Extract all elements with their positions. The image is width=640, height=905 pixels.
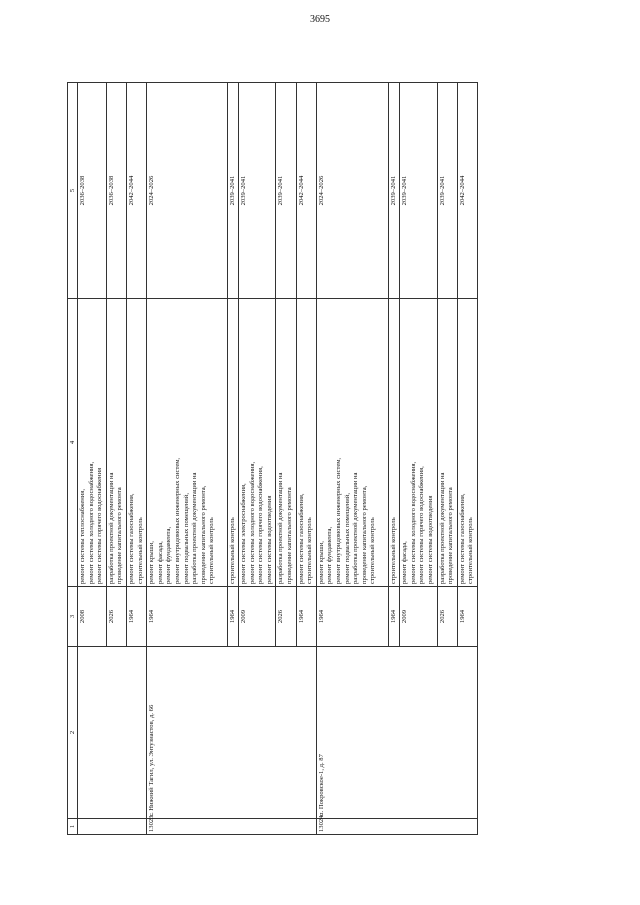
- works-cell: [400, 299, 437, 587]
- work-item: ремонт системы горячего водоснабжения,: [418, 466, 426, 584]
- header-cell: 1: [68, 819, 78, 835]
- work-item: проведение капитального ремонта,: [360, 485, 368, 584]
- works-cell: [126, 299, 146, 587]
- work-item: ремонт системы водоотведения: [426, 495, 434, 584]
- period-cell: 2039–2041: [437, 83, 457, 299]
- period-cell: 2039–2041: [227, 83, 239, 299]
- period-cell: 2039–2041: [239, 83, 276, 299]
- year-cell: 2008: [78, 587, 107, 647]
- works-cell: [316, 299, 388, 587]
- work-item: ремонт фундамента,: [326, 526, 334, 584]
- table-row: [147, 83, 227, 835]
- works-cell: [147, 299, 227, 587]
- year-cell: 1964: [296, 587, 316, 647]
- work-item: строительный контроль: [369, 517, 377, 584]
- object-number-cell: 13024.: [316, 819, 477, 835]
- work-item: строительный контроль: [136, 517, 144, 584]
- header-cell: 2: [68, 647, 78, 819]
- work-item: строительный контроль: [306, 517, 314, 584]
- work-item: ремонт фасада,: [401, 541, 409, 584]
- works-cell: [78, 299, 107, 587]
- year-cell: 1964: [147, 587, 227, 647]
- work-item: ремонт системы горячего водоснабжения: [96, 467, 104, 584]
- work-item: ремонт подвальных помещений,: [182, 493, 190, 584]
- period-cell: 2042–2044: [126, 83, 146, 299]
- work-item: ремонт подвальных помещений,: [343, 493, 351, 584]
- work-item: ремонт системы холодного водоснабжения,: [87, 461, 95, 584]
- work-item: проведение капитального ремонта: [116, 487, 124, 584]
- works-cell: [388, 299, 400, 587]
- work-item: ремонт системы электроснабжения,: [240, 483, 248, 584]
- work-item: проведение капитального ремонта: [447, 487, 455, 584]
- cell-spacer: [217, 301, 226, 584]
- work-item: ремонт фундамента,: [165, 526, 173, 584]
- work-item: ремонт крыши,: [148, 541, 156, 584]
- year-cell: 1964: [126, 587, 146, 647]
- work-item: ремонт фасада,: [156, 541, 164, 584]
- works-cell: [106, 299, 126, 587]
- work-item: ремонт системы водоотведения: [265, 495, 273, 584]
- table-row: [316, 83, 388, 835]
- work-item: строительный контроль: [228, 517, 236, 584]
- year-cell: 1964: [227, 587, 239, 647]
- work-item: ремонт внутридомовых инженерных систем,: [173, 457, 181, 584]
- work-item: проведение капитального ремонта,: [199, 485, 207, 584]
- object-number-cell: [78, 819, 147, 835]
- header-cell: 3: [68, 587, 78, 647]
- year-cell: 1964: [388, 587, 400, 647]
- period-cell: 2039–2041: [388, 83, 400, 299]
- work-item: разработка проектной документации на: [438, 472, 446, 584]
- work-item: разработка проектной документации на: [191, 472, 199, 584]
- works-cell: [296, 299, 316, 587]
- work-item: ремонт крыши,: [317, 541, 325, 584]
- header-cell: 5: [68, 83, 78, 299]
- work-item: ремонт внутридомовых инженерных систем,: [335, 457, 343, 584]
- works-cell: [457, 299, 477, 587]
- table-body: [68, 83, 478, 835]
- period-cell: 2042–2044: [457, 83, 477, 299]
- repair-schedule-table: [67, 82, 478, 835]
- period-cell: 2036–2038: [78, 83, 107, 299]
- work-item: ремонт системы теплоснабжения,: [79, 489, 86, 584]
- work-item: разработка проектной документации на: [352, 472, 360, 584]
- work-item: разработка проектной документации на: [107, 472, 115, 584]
- object-address-cell: [78, 647, 147, 819]
- year-cell: 2026: [276, 587, 296, 647]
- object-number-cell: 13023.: [147, 819, 317, 835]
- period-cell: 2042–2044: [296, 83, 316, 299]
- work-item: ремонт системы горячего водоснабжения,: [257, 466, 265, 584]
- work-item: ремонт системы газоснабжения,: [127, 493, 135, 584]
- works-cell: [227, 299, 239, 587]
- work-item: разработка проектной документации на: [277, 472, 285, 584]
- period-cell: 2036–2038: [106, 83, 126, 299]
- year-cell: 2026: [437, 587, 457, 647]
- work-item: ремонт системы холодного водоснабжения,: [248, 461, 256, 584]
- work-item: строительный контроль: [389, 517, 397, 584]
- period-cell: 2024–2026: [147, 83, 227, 299]
- period-cell: 2024–2026: [316, 83, 388, 299]
- work-item: строительный контроль: [467, 517, 475, 584]
- table-row: [78, 83, 107, 835]
- year-cell: 2026: [106, 587, 126, 647]
- work-item: строительный контроль: [208, 517, 216, 584]
- page-number: 3695: [310, 14, 330, 25]
- work-item: ремонт системы холодного водоснабжения,: [409, 461, 417, 584]
- year-cell: 2009: [239, 587, 276, 647]
- period-cell: 2039–2041: [276, 83, 296, 299]
- year-cell: 1964: [457, 587, 477, 647]
- works-cell: [239, 299, 276, 587]
- work-item: проведение капитального ремонта: [286, 487, 294, 584]
- object-address-cell: п. Покровское-1, д. 87: [316, 647, 477, 819]
- year-cell: 2009: [400, 587, 437, 647]
- year-cell: 1964: [316, 587, 388, 647]
- header-cell: 4: [68, 299, 78, 587]
- work-item: ремонт системы газоснабжения,: [458, 493, 466, 584]
- cell-spacer: [378, 301, 387, 584]
- period-cell: 2039–2041: [400, 83, 437, 299]
- header-row: [68, 83, 78, 835]
- works-cell: [437, 299, 457, 587]
- works-cell: [276, 299, 296, 587]
- work-item: ремонт системы газоснабжения,: [297, 493, 305, 584]
- rotated-table-container: [67, 83, 575, 835]
- object-address-cell: г. Нижний Тагил, ул. Энтузиастов, д. 66: [147, 647, 317, 819]
